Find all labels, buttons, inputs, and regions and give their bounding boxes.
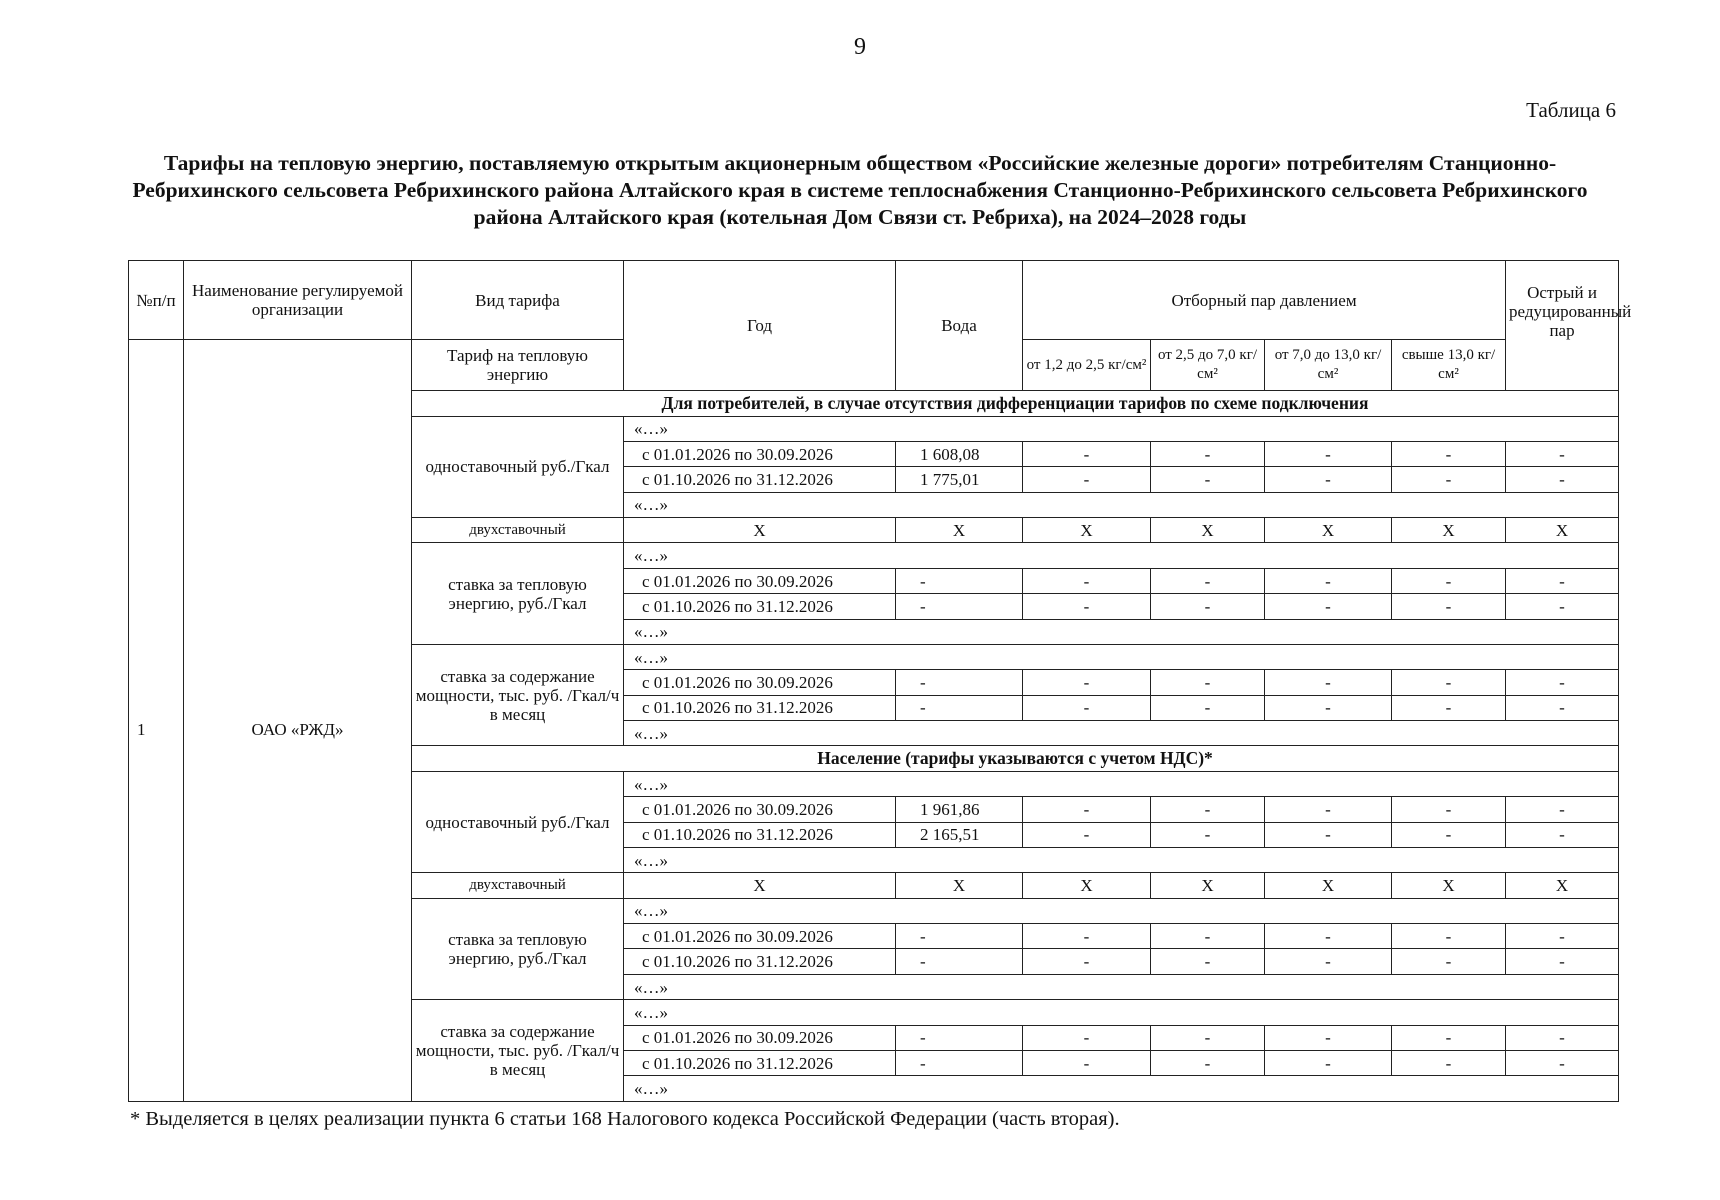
steam-value-sharp: -	[1506, 695, 1619, 720]
water-value: -	[896, 670, 1023, 695]
period-cell: с 01.10.2026 по 31.12.2026	[624, 1050, 896, 1075]
x-mark: X	[1392, 873, 1506, 898]
x-mark: X	[624, 518, 896, 543]
x-mark: X	[896, 518, 1023, 543]
steam-value-s4: -	[1392, 1025, 1506, 1050]
water-value: -	[896, 695, 1023, 720]
steam-value-s2: -	[1151, 594, 1265, 619]
ellipsis: «…»	[624, 1076, 1619, 1102]
x-mark: X	[1265, 873, 1392, 898]
steam-value-sharp: -	[1506, 594, 1619, 619]
steam-value-s1: -	[1023, 594, 1151, 619]
single-rate-label: одноставочный руб./Гкал	[412, 416, 624, 518]
ellipsis: «…»	[624, 416, 1619, 441]
section-title: Для потребителей, в случае отсутствия дифференциации тарифов по схеме подключения	[412, 391, 1619, 416]
document-title: Тарифы на тепловую энергию, поставляемую открытым акционерным обществом «Российские железные дороги» потребителям Станционно-Ребрихинского сельсовета Ребрихинского района Алтайского края в системе теплоснабжения Станционно-Ребрихинского сельсовета Ребрихинского района Алтайского края (котельная Дом Связи ст. Ребриха), на 2024–2028 годы	[132, 151, 1588, 229]
water-value: -	[896, 949, 1023, 974]
period-cell: с 01.10.2026 по 31.12.2026	[624, 594, 896, 619]
row-number-cell	[129, 340, 184, 1102]
water-value: 1 608,08	[896, 441, 1023, 466]
x-mark: X	[1265, 518, 1392, 543]
water-value: -	[896, 924, 1023, 949]
water-value: -	[896, 568, 1023, 593]
x-mark: X	[1151, 518, 1265, 543]
steam-value-s4: -	[1392, 695, 1506, 720]
ellipsis: «…»	[624, 898, 1619, 923]
steam-value-s1: -	[1023, 695, 1151, 720]
header-num: №п/п	[129, 261, 184, 340]
ellipsis: «…»	[624, 721, 1619, 746]
period-cell: с 01.10.2026 по 31.12.2026	[624, 467, 896, 492]
header-row-1	[129, 261, 1619, 340]
x-mark: X	[1506, 518, 1619, 543]
tariff-heat-energy: Тариф на тепловую энергию	[412, 340, 624, 391]
header-water: Вода	[896, 261, 1023, 391]
steam-value-s3: -	[1265, 695, 1392, 720]
water-value: -	[896, 594, 1023, 619]
table-label: Таблица 6	[1526, 98, 1616, 122]
x-mark: X	[1151, 873, 1265, 898]
ellipsis: «…»	[624, 644, 1619, 669]
x-mark: X	[624, 873, 896, 898]
steam-value-s1: -	[1023, 467, 1151, 492]
two-part-label: двухставочный	[412, 518, 624, 543]
steam-value-s2: -	[1151, 797, 1265, 822]
steam-value-s2: -	[1151, 441, 1265, 466]
x-mark: X	[1506, 873, 1619, 898]
steam-value-sharp: -	[1506, 441, 1619, 466]
steam-value-sharp: -	[1506, 568, 1619, 593]
ellipsis: «…»	[624, 492, 1619, 517]
header-steam-2: от 2,5 до 7,0 кг/см²	[1151, 340, 1265, 391]
ellipsis: «…»	[624, 619, 1619, 644]
steam-value-s2: -	[1151, 670, 1265, 695]
steam-value-s1: -	[1023, 797, 1151, 822]
steam-value-s2: -	[1151, 822, 1265, 847]
org-name: ОАО «РЖД»	[251, 720, 344, 740]
capacity-rate-label: ставка за содержание мощности, тыс. руб. /Гкал/ч в месяц	[412, 1000, 624, 1102]
steam-value-s3: -	[1265, 797, 1392, 822]
steam-value-s4: -	[1392, 949, 1506, 974]
steam-value-s2: -	[1151, 949, 1265, 974]
steam-value-s1: -	[1023, 441, 1151, 466]
steam-value-s3: -	[1265, 924, 1392, 949]
steam-value-s3: -	[1265, 568, 1392, 593]
energy-rate-label: ставка за тепловую энергию, руб./Гкал	[412, 898, 624, 1000]
steam-value-s3: -	[1265, 1025, 1392, 1050]
header-steam: Отборный пар давлением	[1023, 261, 1506, 340]
steam-value-s4: -	[1392, 594, 1506, 619]
capacity-rate-label: ставка за содержание мощности, тыс. руб. /Гкал/ч в месяц	[412, 644, 624, 746]
steam-value-s4: -	[1392, 568, 1506, 593]
steam-value-s3: -	[1265, 949, 1392, 974]
steam-value-s4: -	[1392, 441, 1506, 466]
two-part-label: двухставочный	[412, 873, 624, 898]
header-tariff-type: Вид тарифа	[412, 261, 624, 340]
steam-value-s1: -	[1023, 1050, 1151, 1075]
steam-value-s1: -	[1023, 670, 1151, 695]
ellipsis: «…»	[624, 974, 1619, 999]
water-value: 1 961,86	[896, 797, 1023, 822]
single-rate-label: одноставочный руб./Гкал	[412, 771, 624, 873]
water-value: 1 775,01	[896, 467, 1023, 492]
header-org: Наименование регулируемой организации	[184, 261, 412, 340]
steam-value-s3: -	[1265, 670, 1392, 695]
steam-value-sharp: -	[1506, 949, 1619, 974]
ellipsis: «…»	[624, 1000, 1619, 1025]
steam-value-s4: -	[1392, 670, 1506, 695]
header-sharp-steam: Острый и редуцированный пар	[1506, 261, 1619, 391]
steam-value-sharp: -	[1506, 1050, 1619, 1075]
energy-rate-label: ставка за тепловую энергию, руб./Гкал	[412, 543, 624, 645]
period-cell: с 01.01.2026 по 30.09.2026	[624, 1025, 896, 1050]
water-value: 2 165,51	[896, 822, 1023, 847]
period-cell: с 01.01.2026 по 30.09.2026	[624, 797, 896, 822]
steam-value-s3: -	[1265, 594, 1392, 619]
ellipsis: «…»	[624, 847, 1619, 872]
header-steam-3: от 7,0 до 13,0 кг/см²	[1265, 340, 1392, 391]
steam-value-s4: -	[1392, 797, 1506, 822]
footnote: * Выделяется в целях реализации пункта 6 статьи 168 Налогового кодекса Российской Федерации (часть вторая).	[130, 1108, 1120, 1130]
steam-value-s4: -	[1392, 467, 1506, 492]
x-mark: X	[1023, 518, 1151, 543]
tariff-table	[128, 260, 1632, 1102]
steam-value-sharp: -	[1506, 822, 1619, 847]
water-value: -	[896, 1050, 1023, 1075]
header-steam-4: свыше 13,0 кг/см²	[1392, 340, 1506, 391]
steam-value-s2: -	[1151, 924, 1265, 949]
steam-value-sharp: -	[1506, 797, 1619, 822]
x-mark: X	[896, 873, 1023, 898]
steam-value-sharp: -	[1506, 1025, 1619, 1050]
steam-value-s1: -	[1023, 924, 1151, 949]
x-mark: X	[1392, 518, 1506, 543]
header-steam-1: от 1,2 до 2,5 кг/см²	[1023, 340, 1151, 391]
section-title: Население (тарифы указываются с учетом НДС)*	[412, 746, 1619, 771]
steam-value-s4: -	[1392, 1050, 1506, 1075]
header-year: Год	[624, 261, 896, 391]
steam-value-s1: -	[1023, 822, 1151, 847]
steam-value-s2: -	[1151, 467, 1265, 492]
x-mark: X	[1023, 873, 1151, 898]
steam-value-s3: -	[1265, 441, 1392, 466]
steam-value-sharp: -	[1506, 467, 1619, 492]
steam-value-sharp: -	[1506, 924, 1619, 949]
period-cell: с 01.10.2026 по 31.12.2026	[624, 822, 896, 847]
steam-value-s2: -	[1151, 1050, 1265, 1075]
period-cell: с 01.01.2026 по 30.09.2026	[624, 924, 896, 949]
steam-value-s1: -	[1023, 1025, 1151, 1050]
period-cell: с 01.10.2026 по 31.12.2026	[624, 949, 896, 974]
steam-value-s4: -	[1392, 924, 1506, 949]
steam-value-s2: -	[1151, 1025, 1265, 1050]
steam-value-s1: -	[1023, 568, 1151, 593]
period-cell: с 01.10.2026 по 31.12.2026	[624, 695, 896, 720]
steam-value-sharp: -	[1506, 670, 1619, 695]
period-cell: с 01.01.2026 по 30.09.2026	[624, 670, 896, 695]
page-number: 9	[854, 34, 866, 60]
steam-value-s1: -	[1023, 949, 1151, 974]
org-name-cell	[184, 340, 412, 1102]
steam-value-s2: -	[1151, 695, 1265, 720]
ellipsis: «…»	[624, 543, 1619, 568]
steam-value-s3: -	[1265, 467, 1392, 492]
period-cell: с 01.01.2026 по 30.09.2026	[624, 568, 896, 593]
row-number: 1	[137, 720, 146, 740]
water-value: -	[896, 1025, 1023, 1050]
steam-value-s3: -	[1265, 822, 1392, 847]
steam-value-s3: -	[1265, 1050, 1392, 1075]
period-cell: с 01.01.2026 по 30.09.2026	[624, 441, 896, 466]
steam-value-s2: -	[1151, 568, 1265, 593]
ellipsis: «…»	[624, 771, 1619, 796]
steam-value-s4: -	[1392, 822, 1506, 847]
